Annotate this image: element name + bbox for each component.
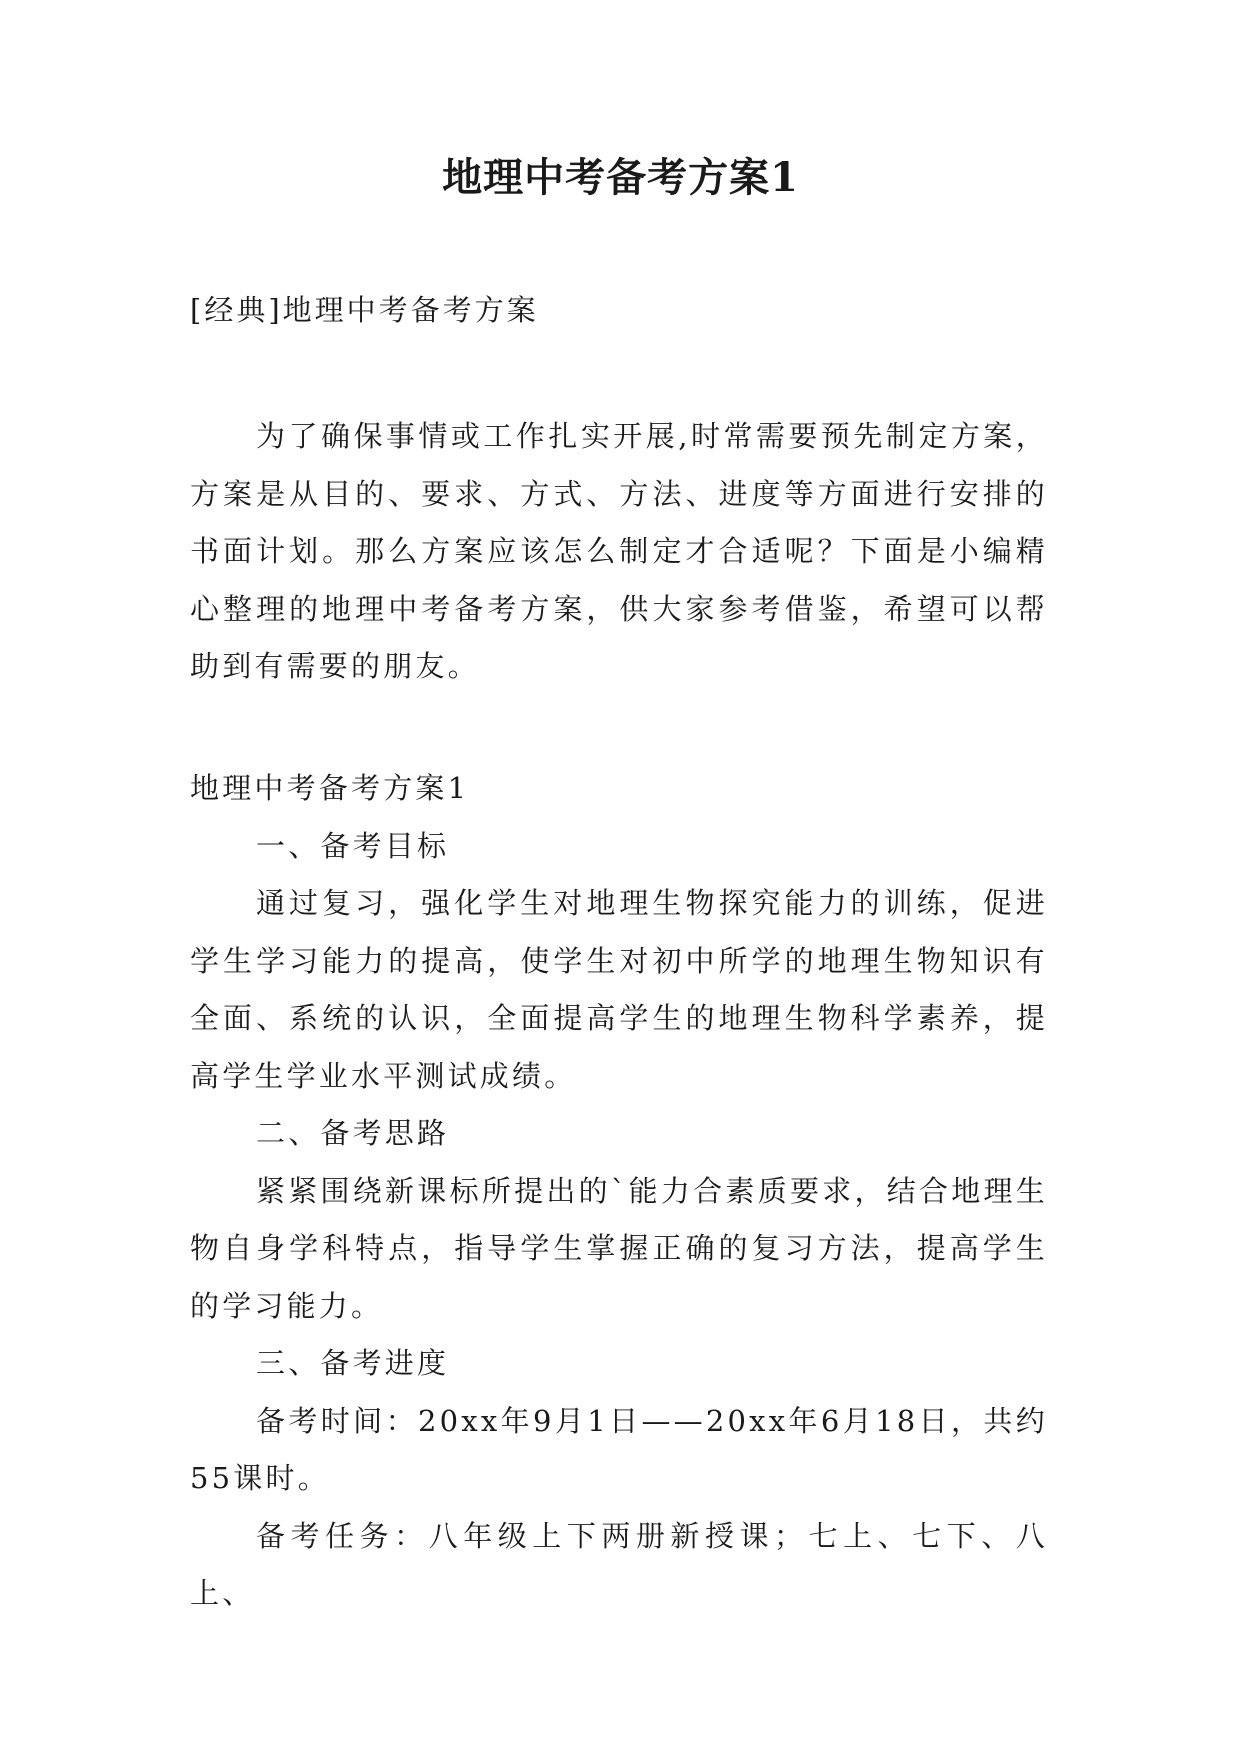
- section-paragraph-schedule-tasks: 备考任务：八年级上下两册新授课；七上、七下、八上、: [190, 1518, 1048, 1610]
- section-paragraph-schedule-time: 备考时间：20xx年9月1日——20xx年6月18日，共约55课时。: [190, 1403, 1048, 1495]
- document-subtitle: [经典]地理中考备考方案: [190, 293, 539, 327]
- section-paragraph-approach: 紧紧围绕新课标所提出的`能力合素质要求，结合地理生物自身学科特点，指导学生掌握正确的复习方法，提高学生的学习能力。: [190, 1173, 1048, 1323]
- document-body: [190, 760, 1048, 1623]
- document-title: 地理中考备考方案1: [442, 154, 799, 201]
- section-heading-goals: 一、备考目标: [256, 828, 450, 863]
- section-paragraph-goals: 通过复习，强化学生对地理生物探究能力的训练，促进学生学习能力的提高，使学生对初中所学的地理生物知识有全面、系统的认识，全面提高学生的地理生物科学素养，提高学生学业水平测试成绩。: [190, 886, 1048, 1093]
- section-heading-schedule: 三、备考进度: [256, 1346, 450, 1380]
- section-title: 地理中考备考方案1: [190, 771, 470, 805]
- intro-paragraph: 为了确保事情或工作扎实开展,时常需要预先制定方案，方案是从目的、要求、方式、方法、进度等方面进行安排的书面计划。那么方案应该怎么制定才合适呢？下面是小编精心整理的地理中考备考方案，供大家参考借鉴，希望可以帮助到有需要的朋友。: [190, 419, 1048, 683]
- section-heading-approach: 二、备考思路: [256, 1116, 450, 1150]
